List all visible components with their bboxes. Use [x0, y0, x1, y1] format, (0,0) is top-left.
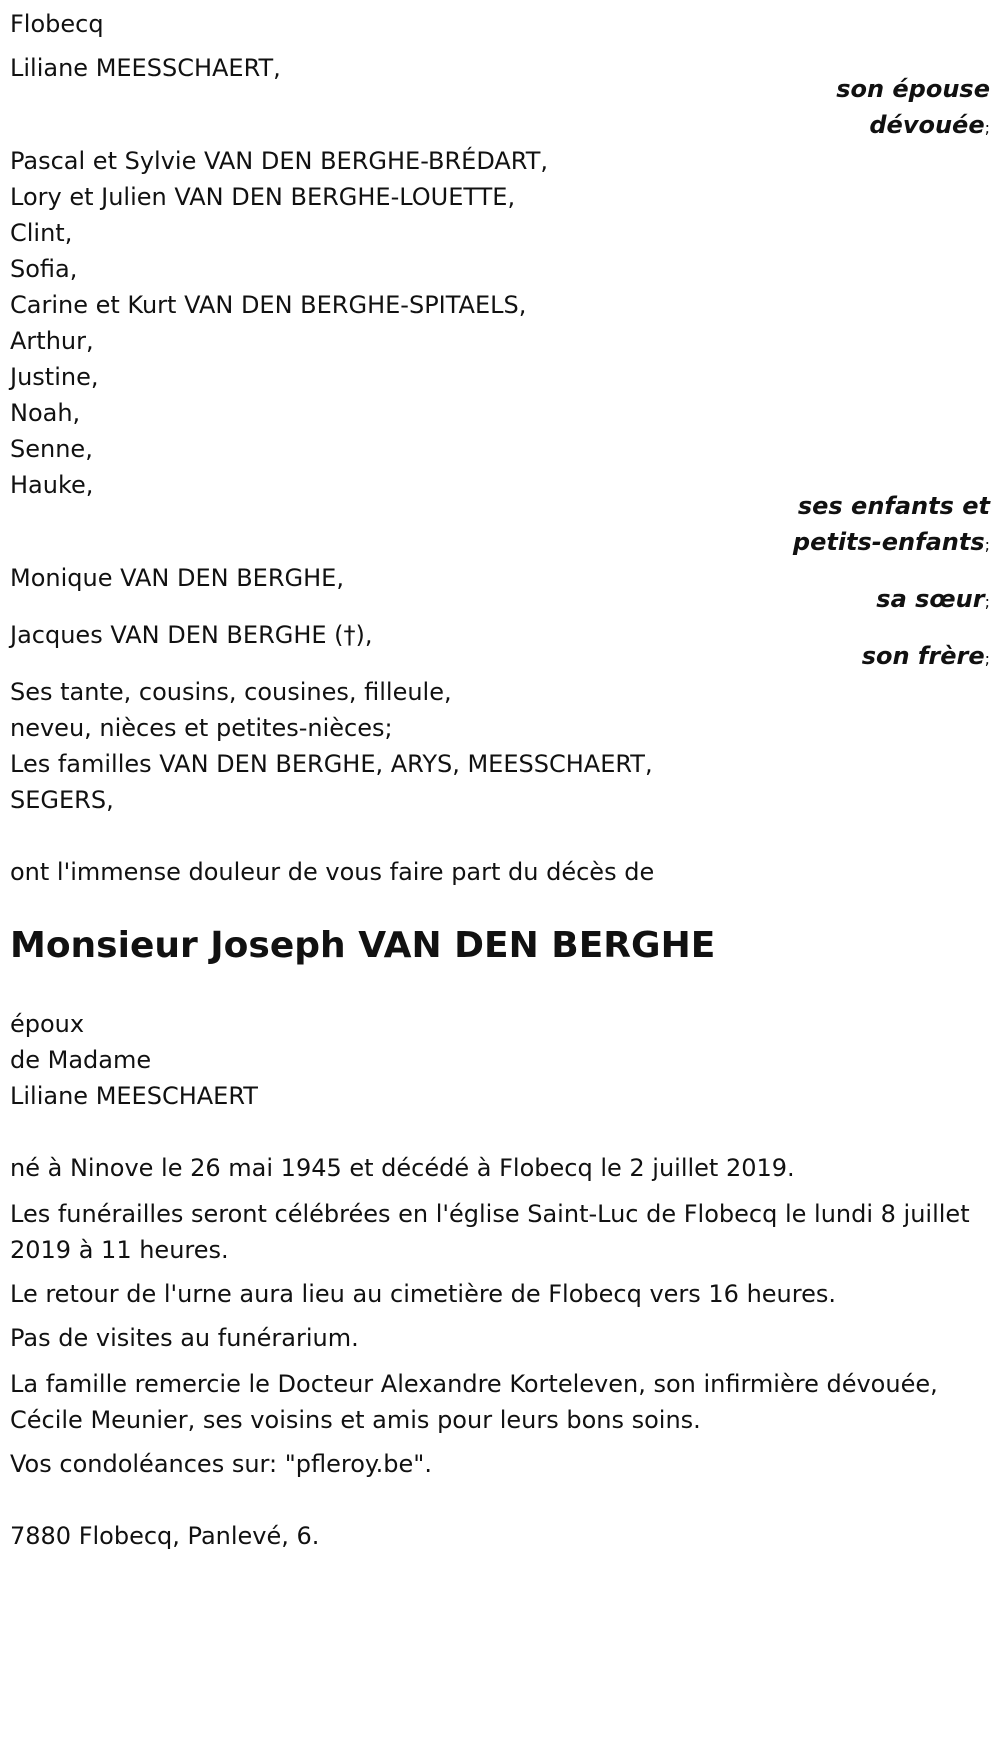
announcement-text: ont l'immense douleur de vous faire part du décès de: [10, 858, 655, 886]
spouse-name: Liliane MEESSCHAERT,: [10, 54, 281, 82]
spouse-relation-line1: son épouse: [836, 75, 990, 103]
children-relation-line2: petits-enfants: [792, 528, 985, 556]
urn-text: Le retour de l'urne aura lieu au cimetière de Flobecq vers 16 heures.: [10, 1280, 837, 1308]
sister-relation-punct: ;: [984, 592, 990, 611]
spouse-of-line: Liliane MEESCHAERT: [10, 1082, 258, 1110]
spouse-relation-punct: ;: [984, 118, 990, 137]
deceased-name: Monsieur Joseph VAN DEN BERGHE: [10, 925, 716, 966]
children-relation-punct: ;: [984, 535, 990, 554]
thanks-text: La famille remercie le Docteur Alexandre Korteleven, son infirmière dévouée, Cécile Meunier, ses voisins et amis pour leurs bons soins.: [10, 1370, 938, 1434]
child-name: Hauke,: [10, 471, 94, 499]
brother-relation-text: son frère: [861, 642, 985, 670]
spouse-relation: [836, 71, 990, 107]
child-name: Arthur,: [10, 327, 94, 355]
child-name: Lory et Julien VAN DEN BERGHE-LOUETTE,: [10, 183, 516, 211]
spouse-relation-cont: [869, 107, 990, 146]
children-relation-line1: ses enfants et: [797, 492, 990, 520]
place-header: Flobecq: [10, 10, 104, 38]
others-line: Ses tante, cousins, cousines, filleule,: [10, 678, 452, 706]
others-line: Les familles VAN DEN BERGHE, ARYS, MEESSCHAERT,: [10, 750, 653, 778]
sister-relation: [876, 581, 990, 620]
child-name: Carine et Kurt VAN DEN BERGHE-SPITAELS,: [10, 291, 527, 319]
child-name: Noah,: [10, 399, 81, 427]
spouse-relation-line2: dévouée: [869, 111, 985, 139]
spouse-of-line: de Madame: [10, 1046, 152, 1074]
child-name: Senne,: [10, 435, 93, 463]
child-name: Pascal et Sylvie VAN DEN BERGHE-BRÉDART,: [10, 147, 549, 175]
child-name: Clint,: [10, 219, 73, 247]
birth-death-text: né à Ninove le 26 mai 1945 et décédé à Flobecq le 2 juillet 2019.: [10, 1154, 795, 1182]
child-name: Justine,: [10, 363, 99, 391]
sister-relation-text: sa sœur: [876, 585, 985, 613]
sister-name: Monique VAN DEN BERGHE,: [10, 564, 344, 592]
children-relation-cont: [793, 524, 990, 563]
others-line: neveu, nièces et petites-nièces;: [10, 714, 393, 742]
child-name: Sofia,: [10, 255, 78, 283]
condolences-text: Vos condoléances sur: "pfleroy.be".: [10, 1450, 432, 1478]
brother-name: Jacques VAN DEN BERGHE (†),: [10, 621, 373, 649]
children-relation: [798, 488, 990, 524]
funeral-text: Les funérailles seront célébrées en l'église Saint-Luc de Flobecq le lundi 8 juillet 2019 à 11 heures.: [10, 1200, 970, 1264]
address-text: 7880 Flobecq, Panlevé, 6.: [10, 1522, 320, 1550]
spouse-of-line: époux: [10, 1010, 85, 1038]
others-line: SEGERS,: [10, 786, 114, 814]
brother-relation-punct: ;: [984, 649, 990, 668]
visits-text: Pas de visites au funérarium.: [10, 1324, 359, 1352]
brother-relation: [862, 638, 990, 677]
